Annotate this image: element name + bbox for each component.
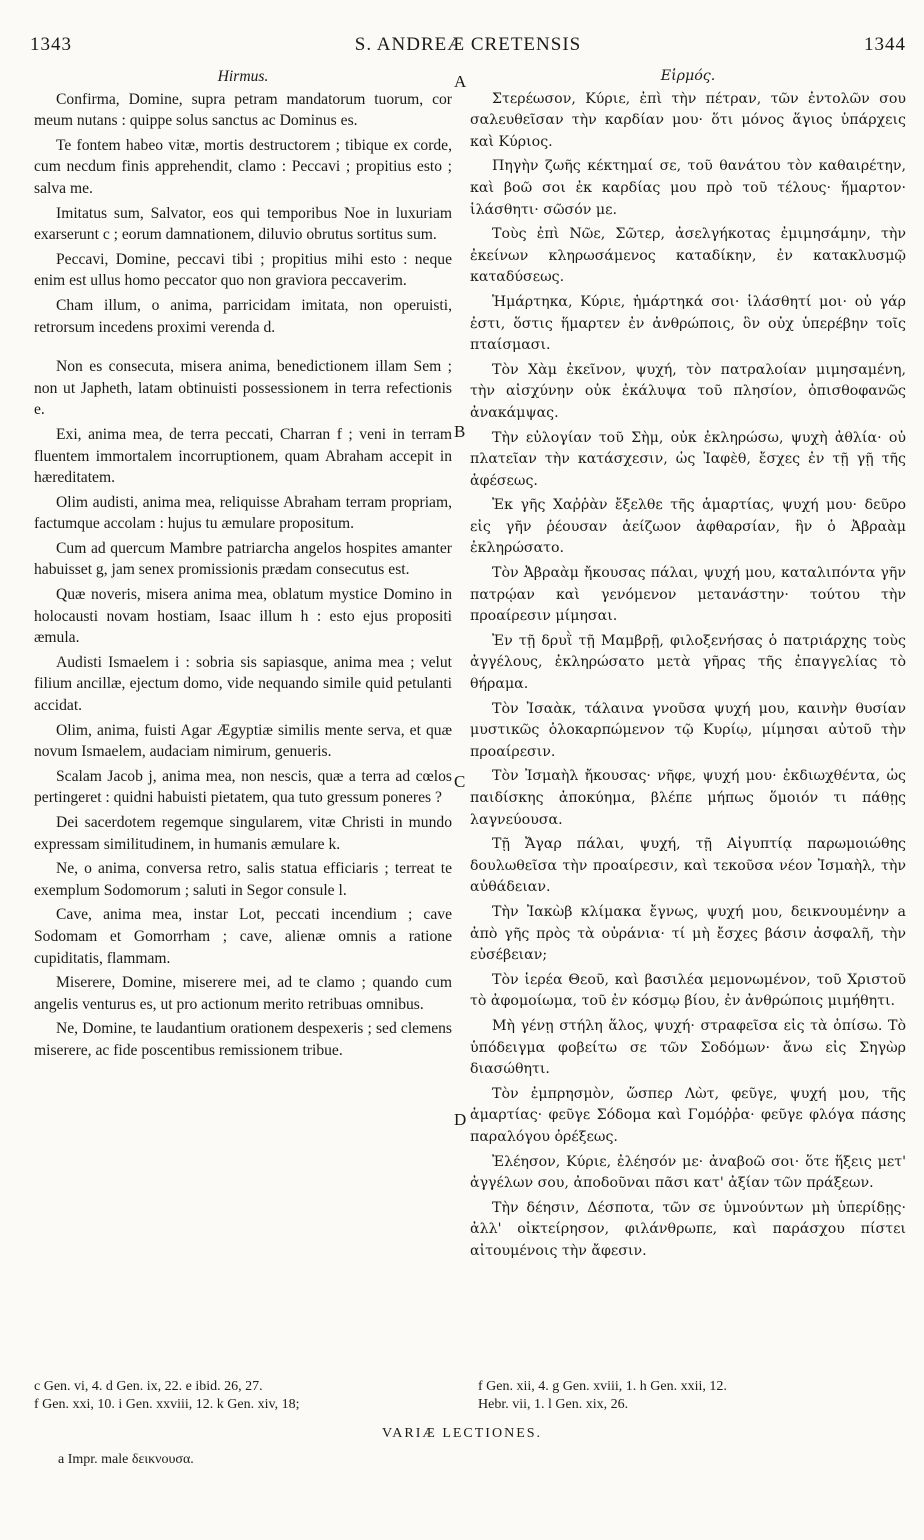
footnote-line: f Gen. xii, 4. g Gen. xviii, 1. h Gen. xxii, 12. xyxy=(478,1379,727,1394)
variae-lectiones-note: a Impr. male δεικνουσα. xyxy=(58,1452,194,1467)
page-header xyxy=(30,34,906,64)
greek-paragraph: Στερέωσον, Κύριε, ἐπὶ τὴν πέτραν, τῶν ἐντολῶν σου σαλευθεῖσαν τὴν καρδίαν μου· ὅτι μόνος ἅγιος ὑπάρχεις καὶ Κύριος. xyxy=(470,90,906,150)
latin-heading: Hirmus. xyxy=(217,68,269,85)
greek-paragraph: Τὸν ἱερέα Θεοῦ, καὶ βασιλέα μεμονωμένον, τοῦ Χριστοῦ τὸ ἀφομοίωμα, τοῦ ἐν κόσμῳ βίου, ἐν ἀνθρώποις μιμήθητι. xyxy=(470,971,906,1010)
greek-paragraph: Ἐλέησον, Κύριε, ἐλέησόν με· ἀναβοῶ σοι· ὅτε ἥξεις μετ' ἀγγέλων σου, ἀποδοῦναι πᾶσι κατ' ἀξίαν τῶν πράξεων. xyxy=(470,1153,906,1192)
margin-letter-b: B xyxy=(454,422,466,441)
greek-paragraph: Τὴν εὐλογίαν τοῦ Σὴμ, οὐκ ἐκληρώσω, ψυχὴ ἀθλία· οὐ πλατεῖαν τὴν κατάσχεσιν, ὡς Ἰαφὲθ, ἔσχες ἐν τῇ γῇ τῆς ἀφέσεως. xyxy=(470,429,906,489)
greek-paragraph: Τὴν Ἰακὼβ κλίμακα ἔγνως, ψυχή μου, δεικνουμένην a ἀπὸ γῆς πρὸς τὰ οὐράνια· τί μὴ ἔσχες βάσιν ἀσφαλῆ, τὴν εὐσέβειαν; xyxy=(470,903,906,964)
greek-paragraph: Τὴν δέησιν, Δέσποτα, τῶν σε ὑμνούντων μὴ ὑπερίδῃς· ἀλλ' οἰκτείρησον, φιλάνθρωπε, καὶ παράσχου πίστει αἰτουμένοις τὴν ἄφεσιν. xyxy=(470,1199,906,1259)
margin-letter-d: D xyxy=(454,1110,467,1129)
latin-column xyxy=(34,66,452,1065)
latin-paragraph: Quæ noveris, misera anima mea, oblatum mystice Domino in holocausti novam hostiam, Isaac illum h : esto ejus propositi æmula. xyxy=(34,586,452,647)
latin-paragraph: Non es consecuta, misera anima, benedictionem illam Sem ; non ut Japheth, latam obtinuisti possessionem in terra refectionis e. xyxy=(34,358,452,419)
greek-paragraph: Μὴ γένῃ στήλη ἅλος, ψυχή· στραφεῖσα εἰς τὰ ὀπίσω. Τὸ ὑπόδειγμα φοβείτω σε τῶν Σοδόμων· ἄνω εἰς Σηγὼρ διασώθητι. xyxy=(470,1017,906,1078)
greek-paragraph: Τὸν Ἰσαὰκ, τάλαινα γνοῦσα ψυχή μου, καινὴν θυσίαν μυστικῶς ὁλοκαρπώμενον τῷ Κυρίῳ, μίμησαι αὐτοῦ τὴν προαίρεσιν. xyxy=(470,700,906,760)
greek-column xyxy=(470,66,906,1265)
footnotes-right xyxy=(478,1378,906,1414)
latin-paragraph: Scalam Jacob j, anima mea, non nescis, quæ a terra ad cœlos pertingeret : quidni habuisti pietatem, qua tuto gressum poneres ? xyxy=(34,767,452,807)
margin-letter-c: C xyxy=(454,772,466,791)
greek-paragraph: Τῇ Ἄγαρ πάλαι, ψυχή, τῇ Αἰγυπτίᾳ παρωμοιώθης δουλωθεῖσα τὴν προαίρεσιν, καὶ τεκοῦσα νέον Ἰσμαὴλ, τὴν αὐθάδειαν. xyxy=(470,836,906,896)
latin-paragraph: Confirma, Domine, supra petram mandatorum tuorum, cor meum nutans : quippe solus sanctus ac Dominus es. xyxy=(34,90,452,130)
running-title: S. ANDREÆ CRETENSIS xyxy=(354,34,582,55)
greek-paragraph: Τὸν Ἰσμαὴλ ἤκουσας· νῆφε, ψυχή μου· ἐκδιωχθέντα, ὡς παιδίσκης ἀποκύημα, βλέπε μήπως ὅμοιόν τι πάθῃς λαγνεύουσα. xyxy=(470,768,906,828)
latin-paragraph: Audisti Ismaelem i : sobria sis sapiasque, anima mea ; velut filium ancillæ, ejectum domo, vide nequando simile quid petulanti accidat. xyxy=(34,653,452,715)
greek-paragraph: Τὸν Χὰμ ἐκεῖνον, ψυχή, τὸν πατραλοίαν μιμησαμένη, τὴν αἰσχύνην οὐκ ἐκάλυψα τοῦ πλησίον, ὀπισθοφανῶς ἀνακάμψας. xyxy=(470,361,906,421)
footnote-line: c Gen. vi, 4. d Gen. ix, 22. e ibid. 26, 27. xyxy=(34,1379,263,1394)
margin-letters xyxy=(454,66,470,1466)
page-number-left: 1343 xyxy=(30,34,72,55)
latin-paragraph: Te fontem habeo vitæ, mortis destructorem ; tibique ex corde, cum necdum finis apprehendit, clamo : Peccavi ; propitius esto ; salva me. xyxy=(34,136,452,197)
greek-paragraph: Ἐν τῇ δρυῒ τῇ Μαμβρῇ, φιλοξενήσας ὁ πατριάρχης τοὺς ἀγγέλους, ἐκληρώσατο μετὰ γῆρας τῆς ἐπαγγελίας τὸ θήραμα. xyxy=(470,632,906,693)
variae-lectiones-title: VARIÆ LECTIONES. xyxy=(381,1426,543,1441)
footnotes-left xyxy=(34,1378,452,1414)
latin-paragraph: Ne, o anima, conversa retro, salis statua efficiaris ; terreat te exemplum Sodomorum ; saluti in Segor consule l. xyxy=(34,860,452,899)
greek-paragraph: Ἡμάρτηκα, Κύριε, ἡμάρτηκά σοι· ἱλάσθητί μοι· οὐ γάρ ἐστι, ὅστις ἥμαρτεν ἐν ἀνθρώποις, ὃν οὐχ ὑπερέβην τοῖς πταίσμασι. xyxy=(470,293,906,354)
latin-paragraph: Ne, Domine, te laudantium orationem despexeris ; sed clemens miserere, ac fide poscentibus remissionem tribue. xyxy=(34,1020,452,1059)
greek-paragraph: Τὸν Ἀβραὰμ ἤκουσας πάλαι, ψυχή μου, καταλιπόντα γῆν πατρῴαν καὶ γενόμενον μετανάστην· τούτου τὴν προαίρεσιν μίμησαι. xyxy=(470,565,906,625)
latin-paragraph: Dei sacerdotem regemque singularem, vitæ Christi in mundo expressam similitudinem, in humanis æmulare k. xyxy=(34,814,452,853)
latin-paragraph: Exi, anima mea, de terra peccati, Charran f ; veni in terram fluentem immortalem incorruptionem, quam Abraham accepit in hæreditatem. xyxy=(34,425,452,487)
greek-paragraph: Πηγὴν ζωῆς κέκτημαί σε, τοῦ θανάτου τὸν καθαιρέτην, καὶ βοῶ σοι ἐκ καρδίας μου πρὸ τοῦ τέλους· ἥμαρτον· ἱλάσθητι· σῶσόν με. xyxy=(470,158,906,218)
latin-paragraph: Olim audisti, anima mea, reliquisse Abraham terram propriam, factumque accolam : hujus tu æmulare propositum. xyxy=(34,493,452,533)
greek-heading: Εἱρμός. xyxy=(660,68,716,84)
latin-paragraph: Cave, anima mea, instar Lot, peccati incendium ; cave Sodomam et Gomorrham ; cave, alienæ omnis a ratione cupiditatis, flammam. xyxy=(34,906,452,967)
page-number-right: 1344 xyxy=(864,34,906,55)
footnote-line: f Gen. xxi, 10. i Gen. xxviii, 12. k Gen. xiv, 18; xyxy=(34,1397,300,1412)
latin-paragraph: Peccavi, Domine, peccavi tibi ; propitius mihi esto : neque enim est ullus homo peccator quo non graviora peccaverim. xyxy=(34,250,452,290)
latin-paragraph: Imitatus sum, Salvator, eos qui temporibus Noe in luxuriam exarserunt c ; eorum damnationem, diluvio obrutus sortitus sum. xyxy=(34,204,452,244)
margin-letter-a: A xyxy=(454,72,467,91)
latin-paragraph: Miserere, Domine, miserere mei, ad te clamo ; quando cum angelis venturus es, ut pro actionum merito retribuas omnibus. xyxy=(34,974,452,1013)
greek-paragraph: Τὸν ἐμπρησμὸν, ὥσπερ Λὼτ, φεῦγε, ψυχή μου, τῆς ἁμαρτίας· φεῦγε Σόδομα καὶ Γομόῤῥα· φεῦγε φλόγα πάσης παραλόγου ὀρέξεως. xyxy=(470,1085,906,1145)
latin-paragraph: Cham illum, o anima, parricidam imitata, non operuisti, retrorsum incedens proximi verenda d. xyxy=(34,296,452,336)
footnote-line: Hebr. vii, 1. l Gen. xix, 26. xyxy=(478,1397,629,1412)
greek-paragraph: Ἐκ γῆς Χαῤῥὰν ἔξελθε τῆς ἁμαρτίας, ψυχή μου· δεῦρο εἰς γῆν ῥέουσαν ἀείζωον ἀφθαρσίαν, ἣν ὁ Ἀβραὰμ ἐκληρώσατο. xyxy=(470,497,906,557)
greek-paragraph: Τοὺς ἐπὶ Νῶε, Σῶτερ, ἀσελγήκοτας ἐμιμησάμην, τὴν ἐκείνων κληρωσάμενος καταδίκην, ἐν κατακλυσμῷ καταδύσεως. xyxy=(470,226,906,286)
latin-paragraph: Cum ad quercum Mambre patriarcha angelos hospites amanter habuisset g, jam senex promissionis prædam consecutus est. xyxy=(34,539,452,579)
latin-paragraph: Olim, anima, fuisti Agar Ægyptiæ similis mente serva, et quæ novum Ismaelem, audaciam nimirum, genueris. xyxy=(34,721,452,761)
